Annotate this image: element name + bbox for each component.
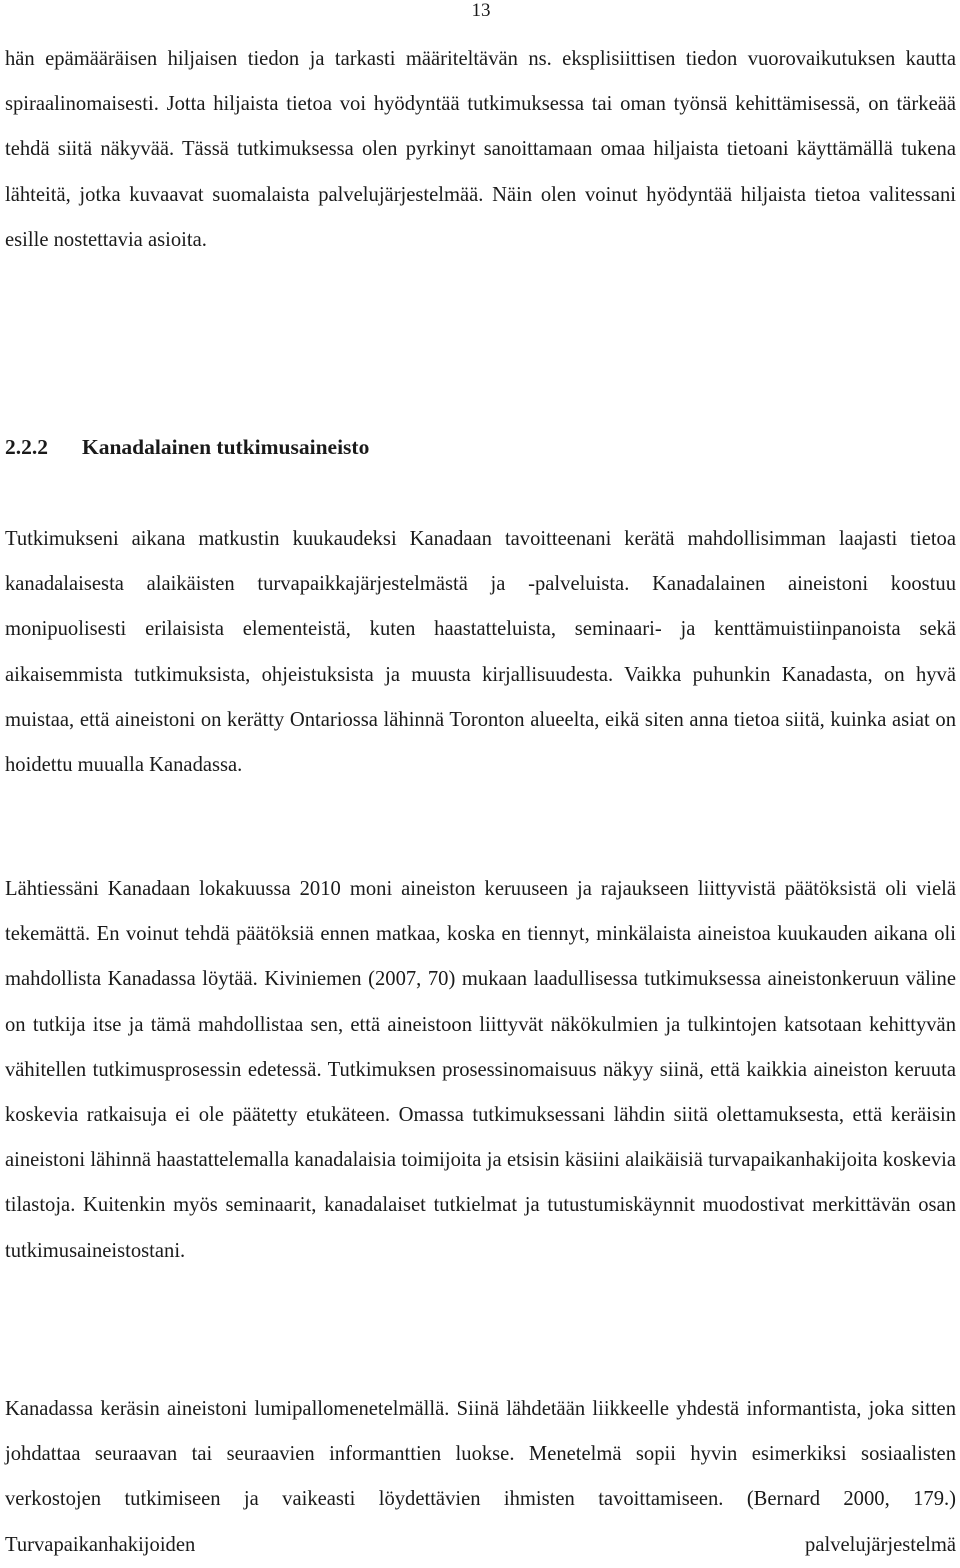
page-number: 13 xyxy=(471,0,491,21)
paragraph-canadian-material: Tutkimukseni aikana matkustin kuukaudeksi Kanadaan tavoitteenani kerätä mahdollisimman laajasti tietoa kanadalaisesta alaikäisten turvapaikkajärjestelmästä ja -palveluista. Kanadalainen aineistoni koostuu monipuolisesti erilaisista elementeistä, kuten haastatteluista, seminaari- ja kenttämuistiinpanoista sekä aikaisemmista tutkimuksista, ohjeistuksista ja muusta kirjallisuudesta. Vaikka puhunkin Kanadasta, on hyvä muistaa, että aineistoni on kerätty Ontariossa lähinnä Toronton alueelta, eikä siten anna tietoa siitä, kuinka asiat on hoidettu muualla Kanadassa. xyxy=(5,528,956,777)
section-title: Kanadalainen tutkimusaineisto xyxy=(82,435,370,459)
section-number: 2.2.2 xyxy=(5,435,48,459)
paragraph-data-collection: Lähtiessäni Kanadaan lokakuussa 2010 moni aineiston keruuseen ja rajaukseen liittyvistä päätöksistä oli vielä tekemättä. En voinut tehdä päätöksiä ennen matkaa, koska en tiennyt, minkälaista aineistoa kuukauden aikana oli mahdollista Kanadassa löytää. Kiviniemen (2007, 70) mukaan laadullisessa tutkimuksessa aineistonkeruun väline on tutkija itse ja tämä mahdollistaa sen, että aineistoon liittyvät näkökulmien ja tulkintojen katsotaan kehittyvän vähitellen tutkimusprosessin edetessä. Tutkimuksen prosessinomaisuus näkyy siinä, että kaikkia aineiston keruuta koskevia ratkaisuja ei ole päätetty etukäteen. Omassa tutkimuksessani lähdin siitä olettamuksesta, että keräisin aineistoni lähinnä haastattelemalla kanadalaisia toimijoita ja etsisin käsiini alaikäisiä turvapaikanhakijoita koskevia tilastoja. Kuitenkin myös seminaarit, kanadalaiset tutkielmat ja tutustumiskäynnit muodostivat merkittävän osan tutkimusaineistostani. xyxy=(5,878,956,1262)
section-heading xyxy=(5,425,369,470)
paragraph-tacit-knowledge: hän epämääräisen hiljaisen tiedon ja tarkasti määriteltävän ns. eksplisiittisen tiedon vuorovaikutuksen kautta spiraalinomaisesti. Jotta hiljaista tietoa voi hyödyntää tutkimuksessa tai oman työnsä kehittämisessä, on tärkeää tehdä siitä näkyvää. Tässä tutkimuksessa olen pyrkinyt sanoittamaan omaa hiljaista tietoani käyttämällä tukena lähteitä, jotka kuvaavat suomalaista palvelujärjestelmää. Näin olen voinut hyödyntää hiljaista tietoa valitessani esille nostettavia asioita. xyxy=(5,48,956,251)
paragraph-snowball-method: Kanadassa keräsin aineistoni lumipallomenetelmällä. Siinä lähdetään liikkeelle yhdestä informantista, joka sitten johdattaa seuraavan tai seuraavien informanttien luokse. Menetelmä sopii hyvin esimerkiksi sosiaalisten verkostojen tutkimiseen ja vaikeasti löydettävien ihmisten tavoittamiseen. (Bernard 2000, 179.) Turvapaikanhakijoiden palvelujärjestelmä xyxy=(5,1398,956,1556)
